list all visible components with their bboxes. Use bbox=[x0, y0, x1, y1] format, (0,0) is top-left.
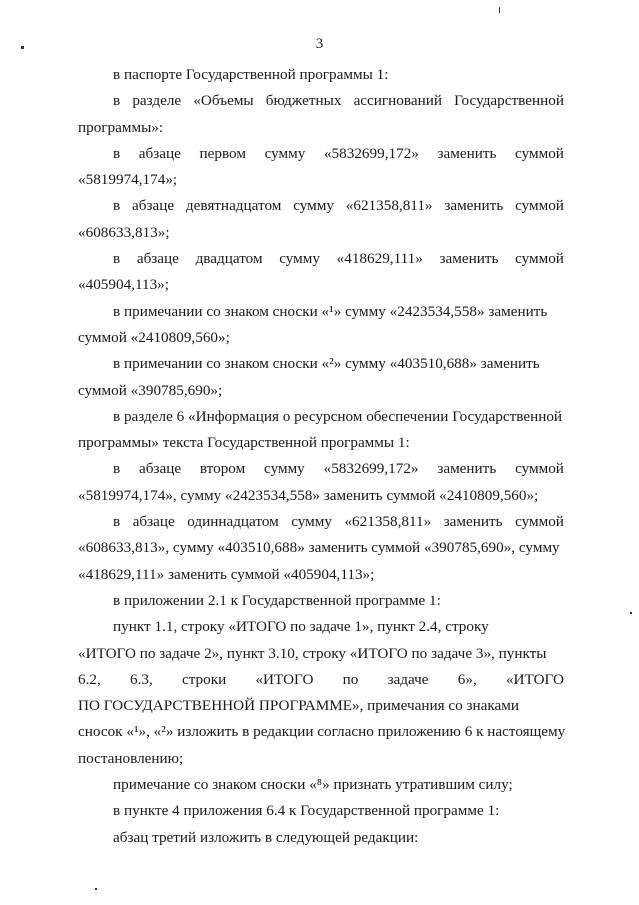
text-line bbox=[78, 193, 564, 219]
text-fragment: «ИТОГО bbox=[255, 670, 314, 688]
text-fragment: в bbox=[113, 513, 121, 531]
text-line bbox=[78, 693, 564, 719]
text-fragment: по bbox=[342, 670, 359, 688]
text-line bbox=[78, 88, 564, 114]
text-line bbox=[78, 535, 564, 561]
text-line bbox=[78, 746, 564, 772]
text-fragment: 6.3, bbox=[129, 670, 153, 688]
text-fragment: одиннадцатом bbox=[187, 513, 279, 531]
text-line bbox=[78, 115, 564, 141]
text-fragment: абзаце bbox=[131, 197, 175, 215]
text-line bbox=[78, 351, 564, 377]
text-fragment: 6.2, bbox=[78, 670, 101, 688]
text-line bbox=[78, 641, 564, 667]
text-fragment: сносок «¹», «²» изложить в редакции согласно приложению 6 к настоящему bbox=[78, 723, 566, 741]
text-fragment: суммой bbox=[515, 250, 564, 268]
text-fragment: заменить bbox=[437, 144, 497, 162]
text-fragment: «5819974,174»; bbox=[78, 171, 178, 189]
text-line bbox=[78, 141, 564, 167]
text-fragment: «418629,111» заменить суммой «405904,113»; bbox=[78, 565, 375, 583]
text-line bbox=[78, 772, 564, 798]
text-fragment: сумму bbox=[279, 250, 320, 268]
text-fragment: «Объемы bbox=[193, 92, 254, 110]
document-body bbox=[78, 62, 564, 851]
text-fragment: пункт 1.1, строку «ИТОГО по задаче 1», пункт 2.4, строку bbox=[113, 618, 489, 636]
text-fragment: примечание со знаком сноски «⁸» признать утратившим силу; bbox=[113, 776, 513, 794]
scan-speck bbox=[630, 612, 632, 614]
text-fragment: заменить bbox=[444, 197, 504, 215]
text-line bbox=[78, 430, 564, 456]
text-fragment: суммой «390785,690»; bbox=[78, 381, 223, 399]
text-fragment: в bbox=[113, 460, 121, 478]
text-line bbox=[78, 167, 564, 193]
scan-speck bbox=[21, 46, 24, 49]
text-line bbox=[78, 719, 564, 745]
text-line bbox=[78, 246, 564, 272]
text-line bbox=[78, 456, 564, 482]
text-fragment: суммой bbox=[515, 197, 564, 215]
text-fragment: «621358,811» bbox=[344, 513, 432, 531]
text-fragment: бюджетных bbox=[265, 92, 342, 110]
text-line bbox=[78, 588, 564, 614]
text-line bbox=[78, 404, 564, 430]
text-fragment: «5832699,172» bbox=[323, 460, 419, 478]
page-number: 3 bbox=[315, 36, 324, 52]
text-fragment: абзаце bbox=[138, 460, 182, 478]
text-fragment: первом bbox=[199, 144, 246, 162]
text-fragment: в приложении 2.1 к Государственной программе 1: bbox=[113, 591, 441, 609]
text-fragment: абзаце bbox=[132, 513, 175, 531]
text-line bbox=[78, 562, 564, 588]
scan-speck bbox=[95, 888, 97, 890]
text-fragment: в пункте 4 приложения 6.4 к Государственной программе 1: bbox=[113, 802, 500, 820]
text-fragment: «ИТОГО bbox=[505, 670, 564, 688]
text-fragment: строки bbox=[181, 670, 227, 688]
text-fragment: в паспорте Государственной программы 1: bbox=[113, 66, 389, 83]
text-fragment: программы» текста Государственной программы 1: bbox=[78, 434, 410, 452]
text-fragment: сумму bbox=[293, 197, 334, 215]
text-line bbox=[78, 299, 564, 325]
text-fragment: 6», bbox=[457, 670, 477, 688]
text-line bbox=[78, 798, 564, 824]
text-line bbox=[78, 483, 564, 509]
text-fragment: сумму bbox=[264, 460, 305, 478]
text-line bbox=[78, 614, 564, 640]
text-fragment: ПО ГОСУДАРСТВЕННОЙ ПРОГРАММЕ», примечания со знаками bbox=[78, 697, 520, 715]
text-fragment: в bbox=[113, 197, 121, 215]
text-fragment: в bbox=[113, 92, 121, 110]
text-fragment: сумму bbox=[291, 513, 332, 531]
text-fragment: в примечании со знаком сноски «¹» сумму «2423534,558» заменить bbox=[113, 302, 548, 320]
text-fragment: суммой bbox=[515, 513, 564, 531]
text-fragment: в разделе 6 «Информация о ресурсном обеспечении Государственной bbox=[113, 407, 563, 425]
text-fragment: разделе bbox=[132, 92, 182, 110]
text-fragment: «608633,813»; bbox=[78, 223, 170, 241]
text-line bbox=[78, 378, 564, 404]
text-fragment: суммой bbox=[515, 460, 564, 478]
text-fragment: абзац третий изложить в следующей редакции: bbox=[113, 828, 419, 846]
text-fragment: «621358,811» bbox=[345, 197, 433, 215]
text-fragment: абзаце bbox=[136, 250, 179, 268]
text-fragment: суммой «2410809,560»; bbox=[78, 328, 230, 346]
text-fragment: «608633,813», сумму «403510,688» заменить суммой «390785,690», сумму bbox=[78, 539, 560, 557]
text-fragment: абзаце bbox=[138, 144, 181, 162]
text-line bbox=[78, 825, 564, 851]
text-fragment: «418629,111» bbox=[336, 250, 423, 268]
text-fragment: в bbox=[113, 250, 121, 268]
text-fragment: девятнадцатом bbox=[185, 197, 282, 215]
text-fragment: «405904,113»; bbox=[78, 276, 169, 294]
text-fragment: двадцатом bbox=[195, 250, 263, 268]
text-fragment: «5819974,174», сумму «2423534,558» заменить суммой «2410809,560»; bbox=[78, 486, 539, 504]
scan-speck bbox=[499, 7, 500, 13]
text-line bbox=[78, 509, 564, 535]
text-line bbox=[78, 220, 564, 246]
text-line bbox=[78, 272, 564, 298]
text-fragment: задаче bbox=[387, 670, 429, 688]
text-fragment: суммой bbox=[515, 144, 564, 162]
text-fragment: программы»: bbox=[78, 118, 164, 136]
text-fragment: сумму bbox=[264, 144, 306, 162]
text-fragment: заменить bbox=[437, 460, 497, 478]
text-fragment: Государственной bbox=[454, 92, 564, 110]
text-line bbox=[78, 325, 564, 351]
text-fragment: постановлению; bbox=[78, 749, 184, 767]
text-fragment: в bbox=[113, 144, 121, 162]
text-fragment: «5832699,172» bbox=[323, 144, 419, 162]
text-line bbox=[78, 62, 564, 88]
text-line bbox=[78, 667, 564, 693]
text-fragment: в примечании со знаком сноски «²» сумму «403510,688» заменить bbox=[113, 355, 540, 373]
text-fragment: «ИТОГО по задаче 2», пункт 3.10, строку «ИТОГО по задаче 3», пункты bbox=[78, 644, 547, 662]
text-fragment: заменить bbox=[439, 250, 499, 268]
text-fragment: ассигнований bbox=[353, 92, 442, 110]
text-fragment: втором bbox=[199, 460, 246, 478]
text-fragment: заменить bbox=[443, 513, 503, 531]
